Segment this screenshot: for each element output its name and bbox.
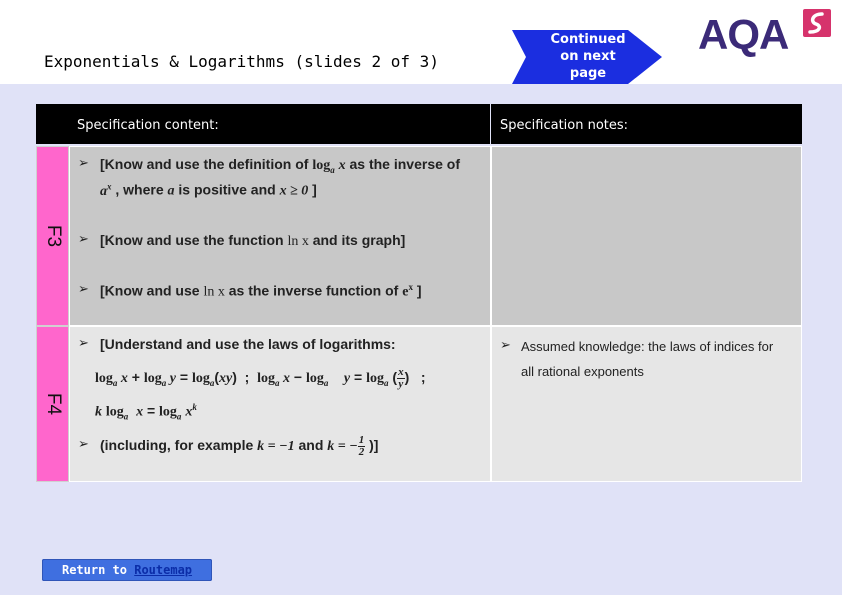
content-header	[69, 104, 490, 144]
f4-notes-cell	[491, 326, 802, 482]
continued-line-2: on next	[560, 49, 616, 64]
f3-line-2: $a^x$ , where a is positive and x ≥ 0 ]	[100, 181, 317, 199]
f4-log-law-1: $\log_a x + \log_a y = \log_a(xy)$ ; $\log_a x - \log_a$ $y = \log_a$ ( $\frac{x}{y}$ ) ;	[95, 366, 426, 390]
return-label: Return to	[61, 563, 135, 577]
f4-log-law-2: k $\log_a x = \log_a x^k$	[95, 402, 197, 422]
f4-note-line-1: Assumed knowledge: the laws of indices for	[521, 339, 774, 354]
f3-line-4: [Know and use ln x as the inverse function of $e^x$ ]	[100, 282, 422, 300]
bullet-arrow-icon: ➢	[78, 282, 89, 297]
continued-line-3: page	[569, 66, 607, 81]
continued-line-1: Continued	[550, 32, 626, 47]
row-code-f4	[36, 326, 69, 482]
f4-line-1: [Understand and use the laws of logarithms:	[100, 336, 396, 352]
f3-notes-cell	[491, 146, 802, 326]
code-label-f3: F3	[42, 224, 64, 248]
continued-label	[532, 31, 644, 82]
bullet-arrow-icon: ➢	[500, 338, 511, 353]
f4-note-line-2: all rational exponents	[521, 364, 644, 379]
header-corner	[36, 104, 69, 144]
bullet-arrow-icon: ➢	[78, 437, 89, 452]
page-title: Exponentials & Logarithms (slides 2 of 3)	[44, 52, 439, 71]
f3-line-1: [Know and use the definition of $\log_a x$ as the inverse of	[100, 156, 460, 175]
logo-text: AQA	[698, 11, 789, 58]
notes-header	[491, 104, 802, 144]
f3-line-3: [Know and use the function ln x and its graph]	[100, 232, 406, 249]
bullet-arrow-icon: ➢	[78, 232, 89, 247]
return-to-routemap-button[interactable]	[42, 559, 212, 581]
bullet-arrow-icon: ➢	[78, 336, 89, 351]
content-header-label: Specification content:	[77, 118, 219, 133]
row-code-f3	[36, 146, 69, 326]
notes-header-label: Specification notes:	[500, 118, 629, 133]
aqa-logo	[698, 8, 834, 58]
code-label-f4: F4	[42, 392, 64, 416]
specification-table	[36, 104, 802, 482]
bullet-arrow-icon: ➢	[78, 156, 89, 171]
f4-content-cell	[69, 326, 491, 482]
f4-line-2: (including, for example k = −1 and k = − $\frac{1}{2}$ )]	[100, 434, 379, 458]
f3-content-cell	[69, 146, 491, 326]
continued-next-page-button[interactable]	[512, 26, 662, 88]
logo-mark-icon	[802, 8, 832, 38]
routemap-link[interactable]: Routemap	[134, 563, 193, 577]
